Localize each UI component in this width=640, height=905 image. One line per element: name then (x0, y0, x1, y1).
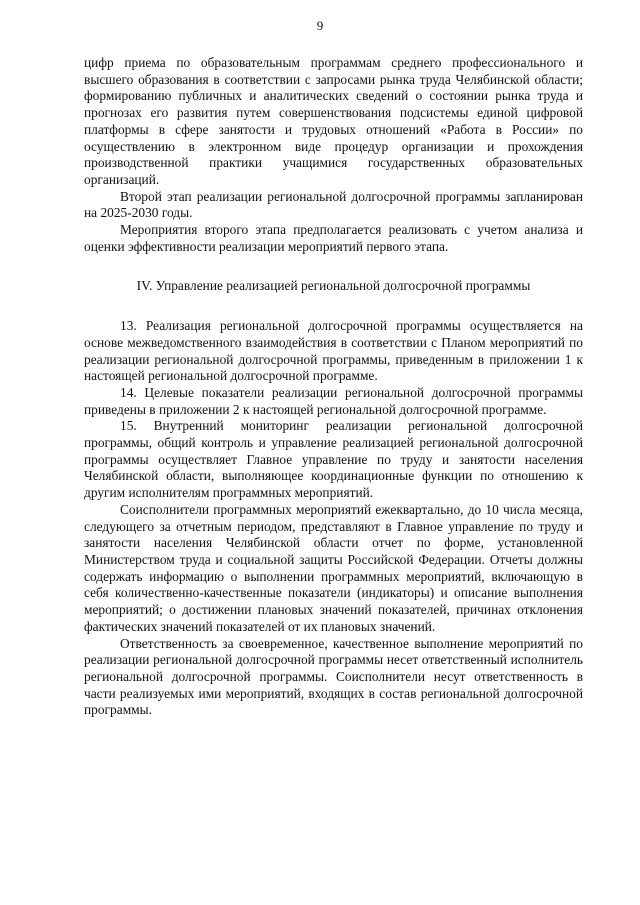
paragraph-responsibility: Ответственность за своевременное, качественное выполнение мероприятий по реализации региональной долгосрочной программы несет ответственный исполнитель региональной долгосрочной программы. Соисполнители несут ответственность в части реализуемых ими мероприятий, входящих в состав региональной долгосрочной программы. (84, 635, 583, 718)
paragraph-13: 13. Реализация региональной долгосрочной программы осуществляется на основе межведомственного взаимодействия в соответствии с Планом мероприятий по реализации региональной долгосрочной программы, приведенным в приложении 1 к настоящей региональной долгосрочной программе. (84, 318, 583, 384)
page-number: 9 (316, 18, 324, 33)
paragraph-second-stage: Второй этап реализации региональной долгосрочной программы запланирован на 2025-2030 годы. (84, 188, 583, 221)
paragraph-co-executors: Соисполнители программных мероприятий ежеквартально, до 10 числа месяца, следующего за отчетным периодом, представляют в Главное управление по труду и занятости населения Челябинской области отчет по форме, установленной Министерством труда и социальной защиты Российской Федерации. Отчеты должны содержать информацию о выполнении программных мероприятий, включающую в себя количественно-качественные показатели (индикаторы) и описание выполнения мероприятий; о достижении плановых значений показателей, причинах отклонения фактических значений показателей от их плановых значений. (84, 501, 583, 634)
paragraph-14: 14. Целевые показатели реализации региональной долгосрочной программы приведены в приложении 2 к настоящей региональной долгосрочной программе. (84, 384, 583, 417)
document-body (84, 55, 583, 719)
paragraph-15: 15. Внутренний мониторинг реализации региональной долгосрочной программы, общий контроль и управление реализацией региональной долгосрочной программы осуществляет Главное управление по труду и занятости населения Челябинской области, выполняющее координационные функции по отношению к другим исполнителям программных мероприятий. (84, 418, 583, 501)
section-heading: IV. Управление реализацией региональной долгосрочной программы (136, 278, 531, 294)
paragraph-continuation: цифр приема по образовательным программам среднего профессионального и высшего образования в соответствии с запросами рынка труда Челябинской области; формированию публичных и аналитических сведений о состоянии рынка труда и прогнозах его развития путем совершенствования подсистемы единой цифровой платформы в сфере занятости и трудовых отношений «Работа в России» по осуществлению в электронном виде процедур организации и прохождения производственной практики учащимися государственных образовательных организаций. (84, 55, 583, 187)
paragraph-second-stage-measures: Мероприятия второго этапа предполагается реализовать с учетом анализа и оценки эффективности реализации мероприятий первого этапа. (84, 222, 583, 254)
